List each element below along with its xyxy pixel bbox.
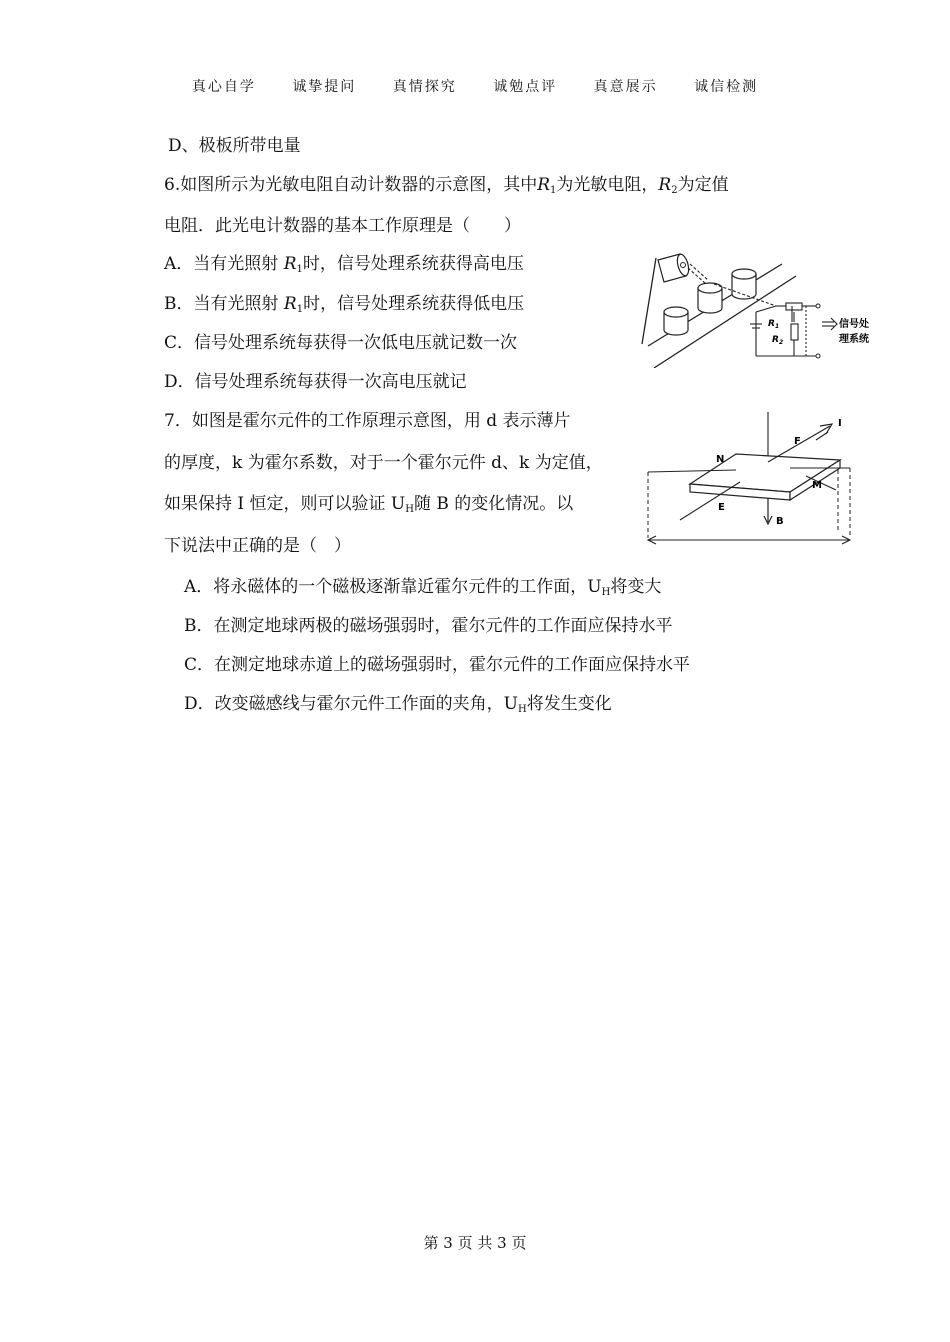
q6-option-b-sub: 1 [296, 304, 304, 315]
header-item-2: 诚挚提问 [292, 79, 357, 95]
page-header [0, 76, 950, 96]
label-r1: $R_1$ [768, 319, 780, 330]
q6-option-a-r: R [283, 254, 297, 274]
q6-option-a-pre: A．当有光照射 [164, 254, 284, 274]
label-f: F [794, 436, 801, 447]
q7-option-c: C．在测定地球赤道上的磁场强弱时，霍尔元件的工作面应保持水平 [184, 655, 691, 675]
page-footer: 第 3 页 共 3 页 [423, 1234, 527, 1252]
q6-stem-line2: 电阻．此光电计数器的基本工作原理是（ ） [164, 216, 521, 236]
q6-option-b [164, 294, 524, 314]
q7-option-d [184, 694, 612, 714]
q7-stem-line1: 7．如图是霍尔元件的工作原理示意图，用 d 表示薄片 [164, 411, 571, 431]
q7-stem-line3 [164, 494, 573, 514]
q6-stem-1a: 6.如图所示为光敏电阻自动计数器的示意图，其中 [164, 175, 538, 195]
label-e: E [718, 502, 725, 513]
q6-option-b-r: R [283, 294, 297, 314]
q5-option-d: D、极板所带电量 [168, 136, 301, 156]
light-source [658, 253, 691, 282]
label-m: M [812, 480, 822, 491]
header-item-4: 诚勉点评 [493, 79, 558, 95]
q6-r1-sub: 1 [550, 185, 557, 196]
q6-option-c: C．信号处理系统每获得一次低电压就记数一次 [164, 333, 518, 353]
label-b: B [776, 516, 784, 527]
header-item-1: 真心自学 [191, 79, 256, 95]
q6-r2-sub: 2 [671, 185, 678, 196]
q6-option-a-post: 时，信号处理系统获得高电压 [302, 254, 524, 274]
header-item-6: 诚信检测 [694, 79, 759, 95]
r2-resistor [791, 324, 798, 340]
q7-option-d-post: 将发生变化 [526, 694, 612, 714]
q7-stem-3-post: 随 B 的变化情况。以 [414, 494, 574, 514]
cylinder-item-1 [664, 307, 688, 335]
r1-resistor [786, 303, 802, 310]
label-signal-2: 理系统 [839, 334, 869, 345]
header-item-3: 真情探究 [392, 79, 457, 95]
q7-stem-3-pre: 如果保持 I 恒定，则可以验证 U [164, 494, 406, 514]
hall-element-figure [640, 410, 856, 548]
label-n: N [716, 454, 725, 465]
q7-option-d-pre: D．改变磁感线与霍尔元件工作面的夹角，U [184, 694, 518, 714]
photoresistor-counter-figure [636, 246, 886, 368]
cylinder-item-2 [698, 283, 722, 313]
q7-stem-line2: 的厚度，k 为霍尔系数，对于一个霍尔元件 d、k 为定值， [164, 453, 603, 473]
terminal-bottom [816, 354, 820, 358]
q6-option-b-post: 时，信号处理系统获得低电压 [303, 294, 525, 314]
q6-stem-line1 [164, 175, 729, 195]
label-i: I [838, 418, 842, 429]
q7-stem-line4: 下说法中正确的是（ ） [164, 536, 351, 556]
q6-option-a [164, 254, 524, 274]
q6-option-b-pre: B．当有光照射 [164, 294, 284, 314]
q6-r2: R [658, 175, 672, 195]
q6-stem-1c: 为定值 [677, 175, 729, 195]
q7-option-a [184, 577, 661, 597]
header-item-5: 真意展示 [593, 79, 658, 95]
terminal-top [816, 304, 820, 308]
label-signal-1: 信号处 [839, 319, 869, 330]
q7-option-a-post: 将变大 [610, 577, 662, 597]
label-r2: $R_2$ [772, 335, 784, 346]
q6-stem-1b: 为光敏电阻， [556, 175, 659, 195]
circuit [750, 303, 818, 356]
q7-option-a-pre: A．将永磁体的一个磁极逐渐靠近霍尔元件的工作面，U [184, 577, 602, 597]
belt-edge-left [642, 258, 656, 344]
q6-r1: R [537, 175, 551, 195]
q7-option-b: B．在测定地球两极的磁场强弱时，霍尔元件的工作面应保持水平 [184, 616, 673, 636]
output-arrow [822, 318, 837, 330]
q7-option-a-sub: H [601, 587, 611, 598]
q6-option-d: D．信号处理系统每获得一次高电压就记 [164, 372, 467, 392]
q7-option-d-sub: H [517, 704, 527, 715]
q6-option-a-sub: 1 [296, 264, 303, 275]
q7-stem-3-sub: H [405, 504, 414, 515]
